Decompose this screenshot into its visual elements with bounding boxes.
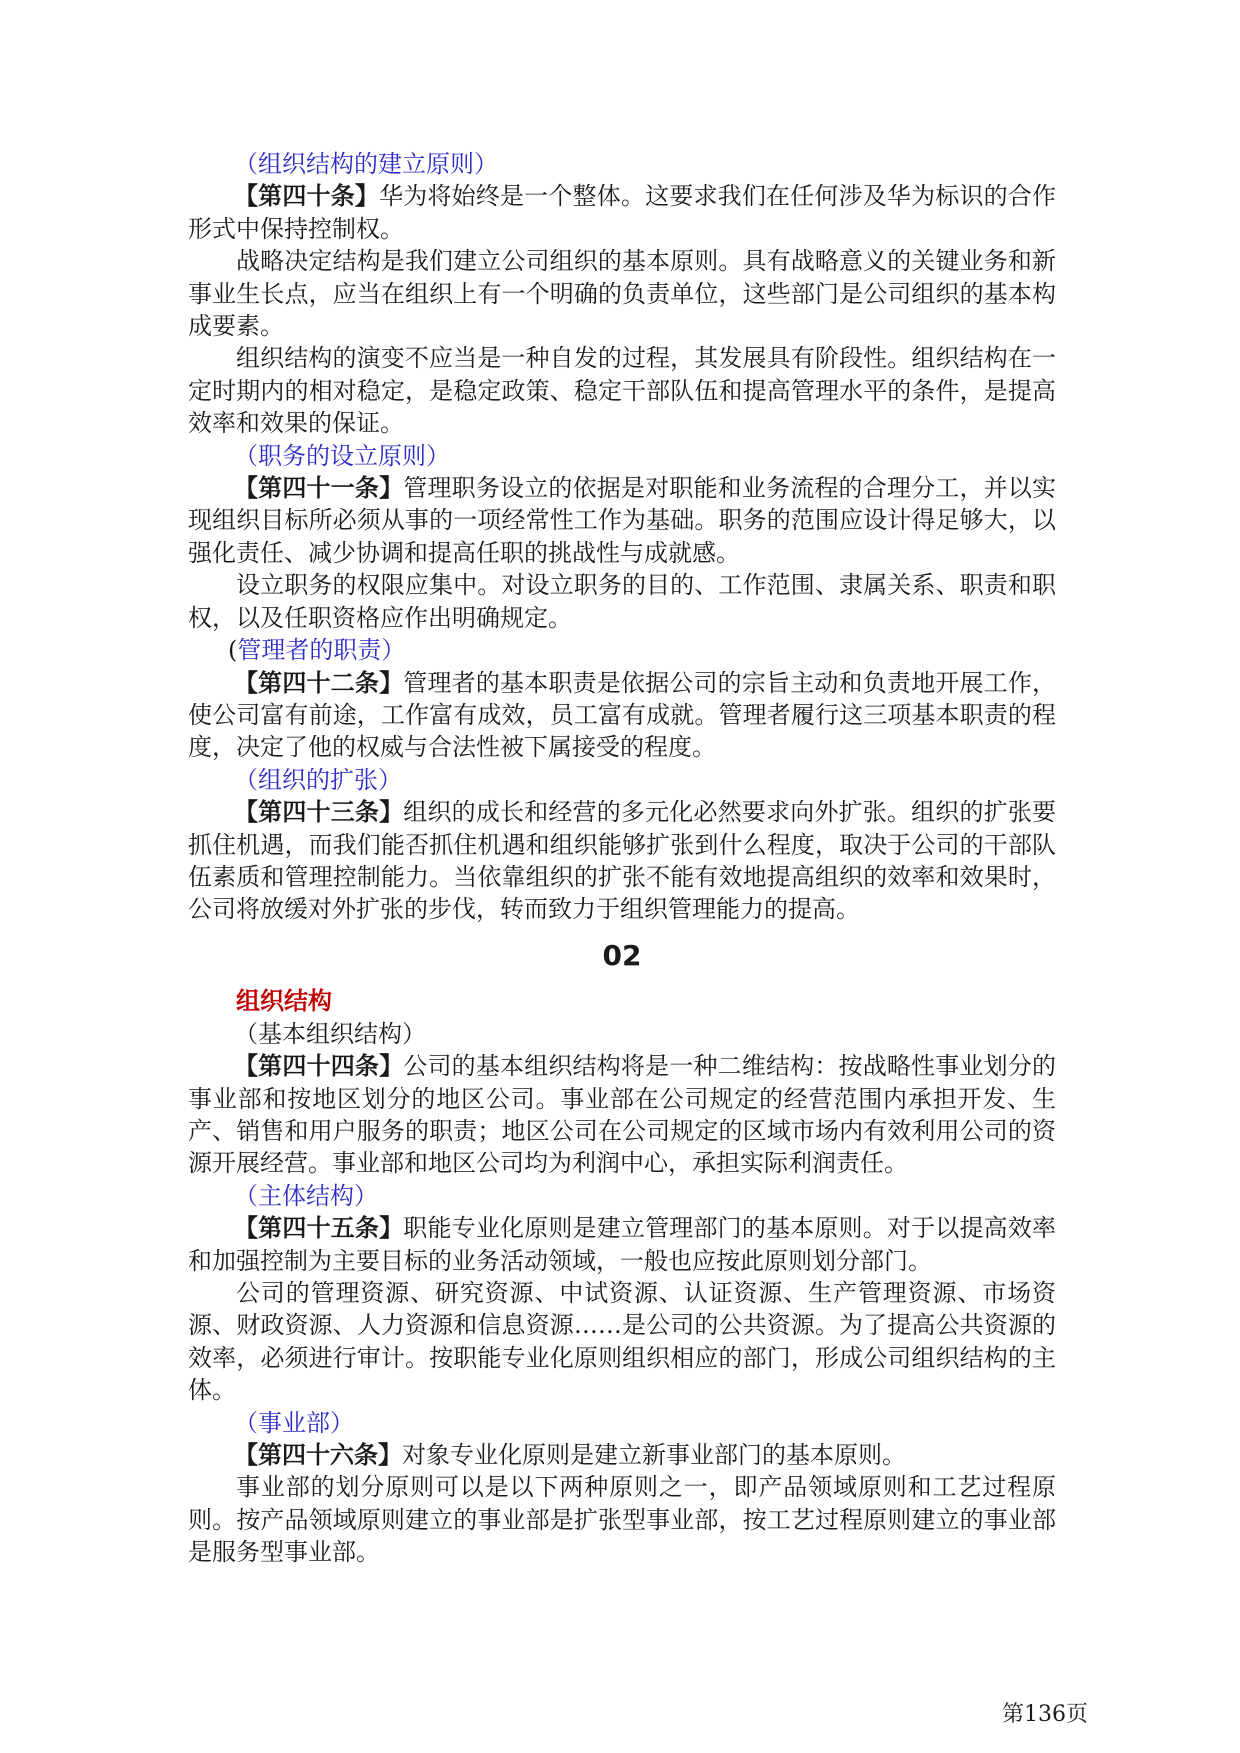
article-label: 【第四十六条】 (234, 1441, 402, 1470)
subheading-org-expansion: （组织的扩张） (234, 765, 402, 794)
paragraph: 事业部的划分原则可以是以下两种原则之一，即产品领域原则和工艺过程原则。按产品领域原则建立的事业部是扩张型事业部，按工艺过程原则建立的事业部是服务型事业部。 (188, 1473, 1056, 1567)
subheading-post-setup-principle: （职务的设立原则） (234, 441, 450, 470)
article-label: 【第四十二条】 (234, 668, 404, 697)
subheading-manager-duties (188, 634, 1056, 666)
paragraph: 组织结构的演变不应当是一种自发的过程，其发展具有阶段性。组织结构在一定时期内的相对稳定，是稳定政策、稳定干部队伍和提高管理水平的条件，是提高效率和效果的保证。 (188, 344, 1056, 438)
article-label: 【第四十条】 (234, 182, 380, 211)
article-label: 【第四十四条】 (234, 1052, 404, 1081)
subheading-basic-structure: （基本组织结构） (234, 1019, 426, 1048)
article-text: 华为将始终是一个整体。这要求我们在任何涉及华为标识的合作形式中保持控制权。 (188, 182, 1057, 243)
article-label: 【第四十五条】 (234, 1214, 404, 1243)
subheading-business-unit: （事业部） (234, 1408, 354, 1437)
paragraph: 战略决定结构是我们建立公司组织的基本原则。具有战略意义的关键业务和新事业生长点，应当在组织上有一个明确的负责单位，这些部门是公司组织的基本构成要素。 (188, 247, 1056, 341)
heading-prefix: ( (228, 636, 238, 665)
article-42 (188, 667, 1056, 764)
page-number: 第136页 (1002, 1702, 1088, 1727)
section-title: 组织结构 (236, 986, 332, 1015)
article-43 (188, 796, 1056, 926)
article-text: 组织的成长和经营的多元化必然要求向外扩张。组织的扩张要抓住机遇，而我们能否抓住机遇和组织能够扩张到什么程度，取决于公司的干部队伍素质和管理控制能力。当依靠组织的扩张不能有效地提高组织的效率和效果时，公司将放缓对外扩张的步伐，转而致力于组织管理能力的提高。 (188, 798, 1057, 924)
article-label: 【第四十一条】 (234, 474, 404, 503)
article-text: 职能专业化原则是建立管理部门的基本原则。对于以提高效率和加强控制为主要目标的业务活动领域，一般也应按此原则划分部门。 (188, 1214, 1057, 1275)
subheading-main-structure: （主体结构） (234, 1181, 378, 1210)
body-text (188, 148, 1056, 1569)
article-label: 【第四十三条】 (234, 798, 404, 827)
section-number: 02 (602, 938, 642, 972)
heading-text: 管理者的职责） (237, 636, 406, 665)
article-text: 管理者的基本职责是依据公司的宗旨主动和负责地开展工作，使公司富有前途，工作富有成效，员工富有成就。管理者履行这三项基本职责的程度，决定了他的权威与合法性被下属接受的程度。 (188, 668, 1057, 762)
article-44 (188, 1050, 1056, 1180)
article-text: 公司的基本组织结构将是一种二维结构：按战略性事业划分的事业部和按地区划分的地区公司。事业部在公司规定的经营范围内承担开发、生产、销售和用户服务的职责；地区公司在公司规定的区域市场内有效利用公司的资源开展经营。事业部和地区公司均为利润中心，承担实际利润责任。 (188, 1052, 1057, 1178)
paragraph: 公司的管理资源、研究资源、中试资源、认证资源、生产管理资源、市场资源、财政资源、人力资源和信息资源……是公司的公共资源。为了提高公共资源的效率，必须进行审计。按职能专业化原则组织相应的部门，形成公司组织结构的主体。 (188, 1279, 1056, 1405)
paragraph: 设立职务的权限应集中。对设立职务的目的、工作范围、隶属关系、职责和职权，以及任职资格应作出明确规定。 (188, 571, 1056, 632)
article-46 (188, 1439, 1056, 1471)
article-text: 管理职务设立的依据是对职能和业务流程的合理分工，并以实现组织目标所必须从事的一项经常性工作为基础。职务的范围应设计得足够大，以强化责任、减少协调和提高任职的挑战性与成就感。 (188, 474, 1057, 567)
article-text: 对象专业化原则是建立新事业部门的基本原则。 (402, 1441, 906, 1470)
subheading-org-structure-principle: （组织结构的建立原则） (234, 150, 498, 178)
article-40 (188, 180, 1056, 245)
article-45 (188, 1212, 1056, 1277)
article-41 (188, 472, 1056, 569)
